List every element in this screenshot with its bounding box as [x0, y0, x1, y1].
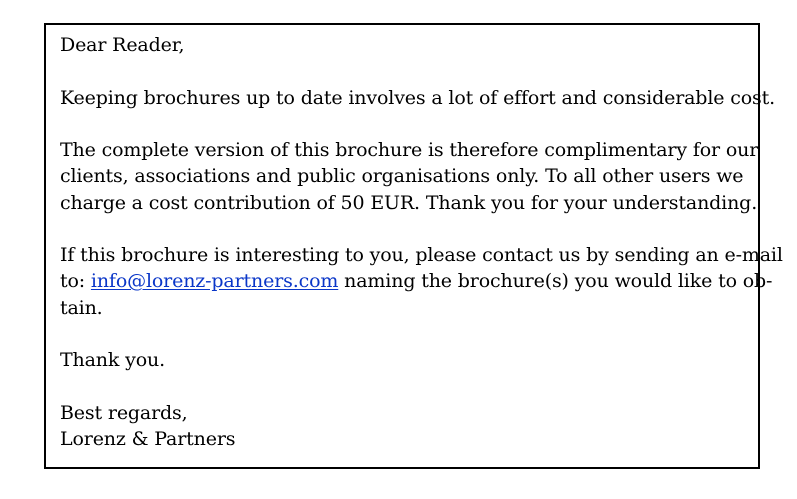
brochure-notice-box [44, 23, 783, 469]
contact-suffix: naming the brochure(s) you would like to ob- [338, 270, 773, 292]
paragraph-contact-line-2 [60, 268, 772, 295]
greeting: Dear Reader, [60, 34, 185, 56]
paragraph-contact-line-1: If this brochure is interesting to you, please contact us by sending an e-mail [60, 244, 783, 266]
email-link[interactable]: info@lorenz-partners.com [90, 270, 339, 292]
paragraph-complimentary-line-3: charge a cost contribution of 50 EUR. Thank you for your understanding. [60, 192, 758, 214]
paragraph-complimentary-line-1: The complete version of this brochure is therefore complimentary for our [60, 139, 759, 161]
paragraph-complimentary-line-2: clients, associations and public organisations only. To all other users we [60, 165, 744, 187]
signature-line: Lorenz & Partners [60, 428, 236, 450]
closing-line: Best regards, [60, 402, 188, 424]
paragraph-cost: Keeping brochures up to date involves a lot of effort and considerable cost. [60, 87, 775, 109]
thanks-line: Thank you. [60, 349, 165, 371]
paragraph-contact-line-3: tain. [60, 297, 103, 319]
contact-prefix: to: [60, 270, 91, 292]
